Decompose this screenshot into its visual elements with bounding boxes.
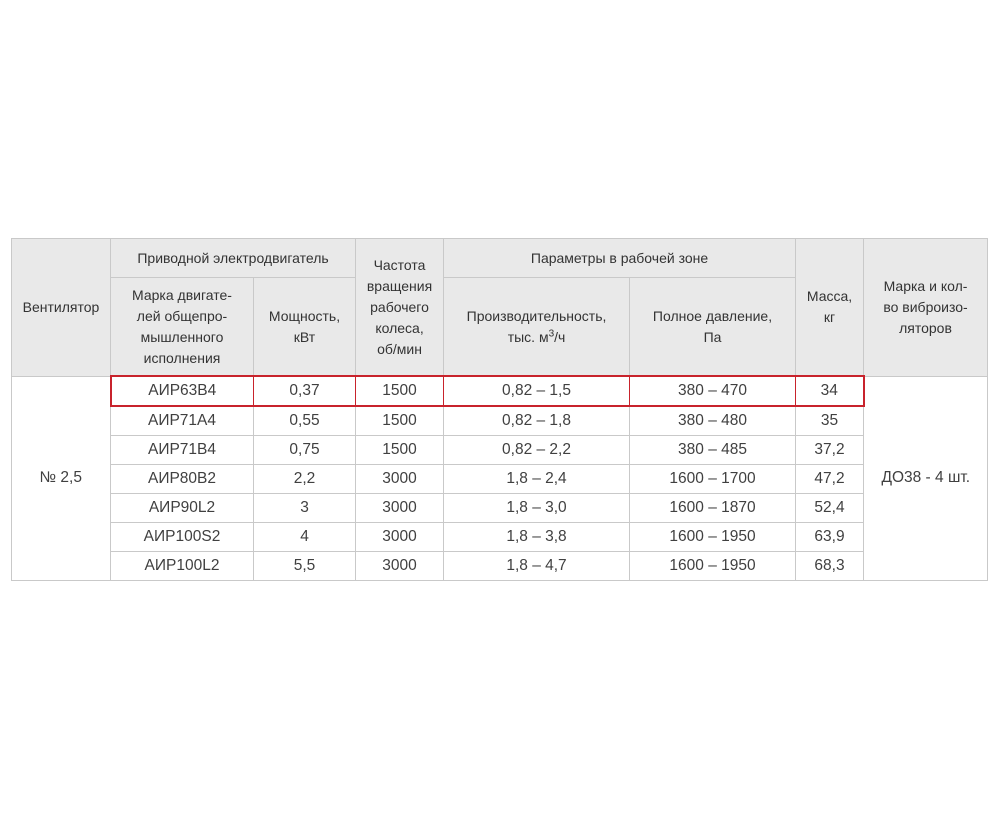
header-capacity-text: Производительность, тыс. м [466,307,607,345]
cell-power: 0,75 [254,436,356,465]
cell-power: 5,5 [254,552,356,581]
cell-pressure: 380 – 485 [630,436,796,465]
cell-motor: АИР71А4 [111,406,254,436]
cell-motor: АИР100S2 [111,523,254,552]
table-row [12,436,988,465]
cell-power: 4 [254,523,356,552]
cell-rpm: 3000 [356,552,444,581]
header-motor-group: Приводной электродвигатель [111,239,356,278]
cell-fan: № 2,5 [12,376,111,581]
header-work-zone-group: Параметры в рабочей зоне [444,239,796,278]
header-motor-brand: Марка двигате- лей общепро- мышленного исполнения [111,278,254,377]
header-pressure: Полное давление, Па [630,278,796,377]
cell-rpm: 3000 [356,523,444,552]
cell-capacity: 1,8 – 3,0 [444,494,630,523]
cell-motor: АИР90L2 [111,494,254,523]
cell-capacity: 1,8 – 4,7 [444,552,630,581]
table-row [12,552,988,581]
header-capacity [444,278,630,377]
cell-motor: АИР71В4 [111,436,254,465]
cell-motor: АИР80В2 [111,465,254,494]
cell-mass: 35 [796,406,864,436]
cell-capacity: 0,82 – 1,5 [444,376,630,406]
cell-capacity: 0,82 – 2,2 [444,436,630,465]
table-body [12,376,988,581]
cell-mass: 37,2 [796,436,864,465]
table-header [12,239,988,377]
cell-capacity: 1,8 – 2,4 [444,465,630,494]
cell-capacity: 1,8 – 3,8 [444,523,630,552]
cell-capacity: 0,82 – 1,8 [444,406,630,436]
spec-table-container [11,238,987,581]
cell-rpm: 1500 [356,436,444,465]
cell-pressure: 1600 – 1950 [630,523,796,552]
header-capacity-unit: /ч [554,328,566,345]
cell-power: 3 [254,494,356,523]
cell-pressure: 1600 – 1700 [630,465,796,494]
header-capacity-sup: 3 [548,327,555,339]
cell-pressure: 380 – 470 [630,376,796,406]
cell-pressure: 1600 – 1870 [630,494,796,523]
cell-mass: 47,2 [796,465,864,494]
cell-power: 2,2 [254,465,356,494]
table-row [12,376,988,406]
table-row [12,406,988,436]
cell-power: 0,55 [254,406,356,436]
table-row [12,494,988,523]
cell-rpm: 1500 [356,376,444,406]
cell-pressure: 380 – 480 [630,406,796,436]
cell-mass: 63,9 [796,523,864,552]
cell-isolators: ДО38 - 4 шт. [864,376,988,581]
cell-motor: АИР63В4 [111,376,254,406]
cell-rpm: 3000 [356,494,444,523]
cell-mass: 34 [796,376,864,406]
cell-mass: 68,3 [796,552,864,581]
header-isolators: Марка и кол- во виброизо- ляторов [864,239,988,377]
cell-mass: 52,4 [796,494,864,523]
cell-motor: АИР100L2 [111,552,254,581]
header-power: Мощность, кВт [254,278,356,377]
cell-rpm: 3000 [356,465,444,494]
cell-rpm: 1500 [356,406,444,436]
header-mass: Масса, кг [796,239,864,377]
fan-spec-table [11,238,988,581]
cell-power: 0,37 [254,376,356,406]
header-rpm: Частота вращения рабочего колеса, об/мин [356,239,444,377]
table-row [12,465,988,494]
header-fan: Вентилятор [12,239,111,377]
table-row [12,523,988,552]
cell-pressure: 1600 – 1950 [630,552,796,581]
